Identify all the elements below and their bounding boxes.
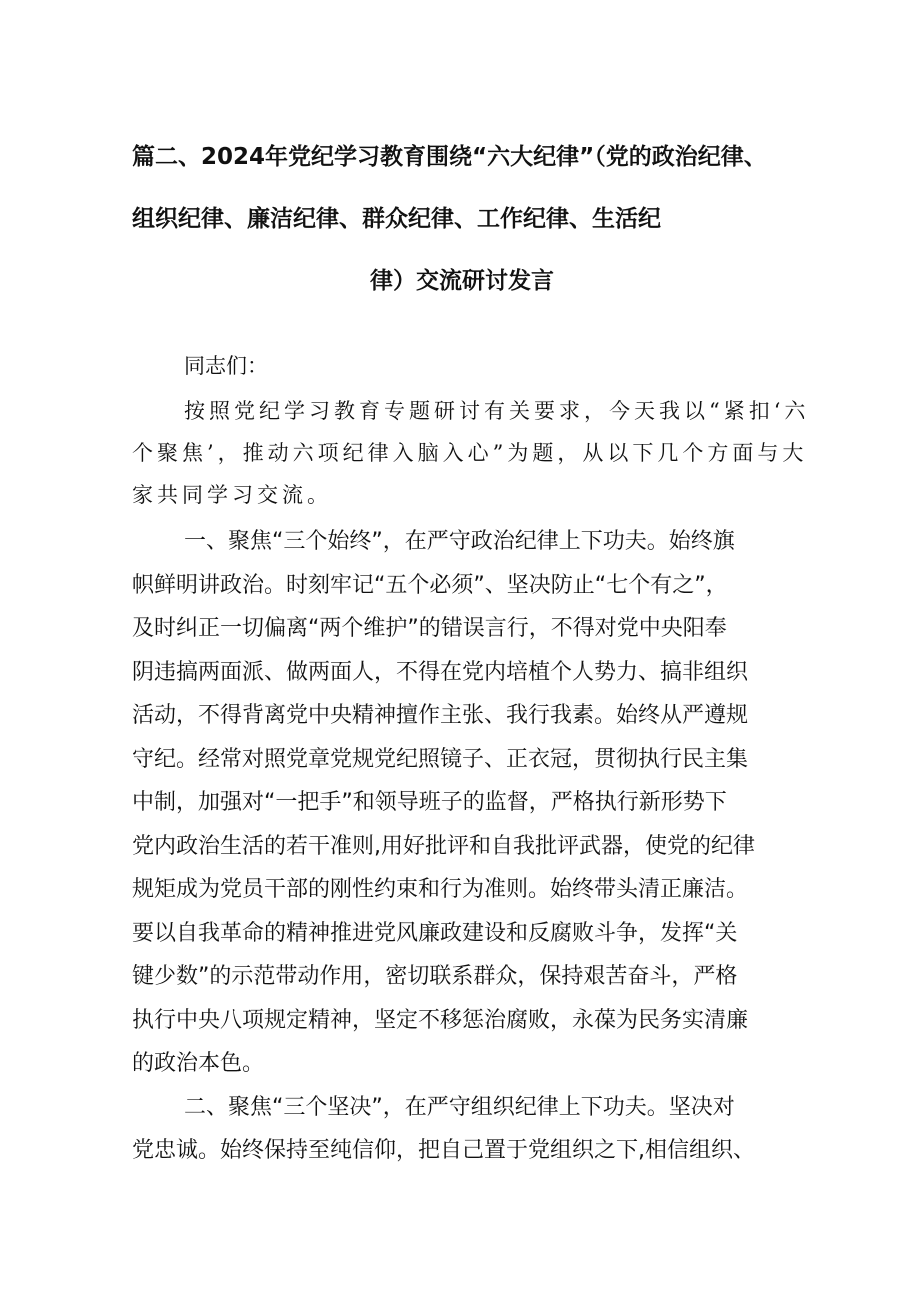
- title-line-3: 律）交流研讨发言: [370, 268, 554, 294]
- body-line: 党内政治生活的若干准则,用好批评和自我批评武器，使党的纪律: [132, 833, 755, 859]
- greeting: 同志们：: [184, 354, 268, 378]
- body-line: 要以自我革命的精神推进党风廉政建设和反腐败斗争，发挥“关: [132, 920, 738, 946]
- intro-line: 个聚焦’，推动六项纪律入脑入心”为题，从以下几个方面与大: [132, 441, 808, 465]
- intro-paragraph: [132, 390, 810, 516]
- body-line: 键少数”的示范带动作用，密切联系群众，保持艰苦奋斗，严格: [132, 964, 738, 989]
- section-2-heading-line: 二、聚焦“三个坚决”，在严守组织纪律上下功夫。坚决对: [184, 1094, 735, 1120]
- body-line: 守纪。经常对照党章党规党纪照镜子、正衣冠，贯彻执行民主集: [132, 746, 749, 772]
- intro-line: 家共同学习交流。: [132, 483, 332, 507]
- body-line: 规矩成为党员干部的刚性约束和行为准则。始终带头清正廉洁。: [132, 877, 749, 902]
- title-line-2: 组织纪律、廉洁纪律、群众纪律、工作纪律、生活纪: [132, 206, 661, 232]
- intro-line: 按照党纪学习教育专题研讨有关要求，今天我以“紧扣‘六: [184, 399, 810, 423]
- body-line: 及时纠正一切偏离“两个维护”的错误言行，不得对党中央阳奉: [132, 616, 727, 641]
- body-line: 阴违搞两面派、做两面人，不得在党内培植个人势力、搞非组织: [132, 659, 749, 685]
- title-line-1: 篇二、2024年党纪学习教育围绕“六大纪律”（党的政治纪律、: [132, 144, 767, 170]
- body-text: [132, 520, 804, 1173]
- body-line: 的政治本色。: [132, 1051, 265, 1076]
- body-line: 帜鲜明讲政治。时刻牢记“五个必须”、坚决防止“七个有之”，: [132, 572, 728, 598]
- body-line: 活动，不得背离党中央精神擅作主张、我行我素。始终从严遵规: [132, 703, 749, 728]
- body-line: 中制，加强对“一把手”和领导班子的监督，严格执行新形势下: [132, 790, 727, 815]
- body-line: 党忠诚。始终保持至纯信仰，把自己置于党组织之下,相信组织、: [132, 1138, 755, 1163]
- section-1-heading-line: 一、聚焦“三个始终”，在严守政治纪律上下功夫。始终旗: [184, 529, 735, 554]
- document-title: [132, 126, 792, 312]
- body-line: 执行中央八项规定精神，坚定不移惩治腐败，永葆为民务实清廉: [132, 1007, 749, 1033]
